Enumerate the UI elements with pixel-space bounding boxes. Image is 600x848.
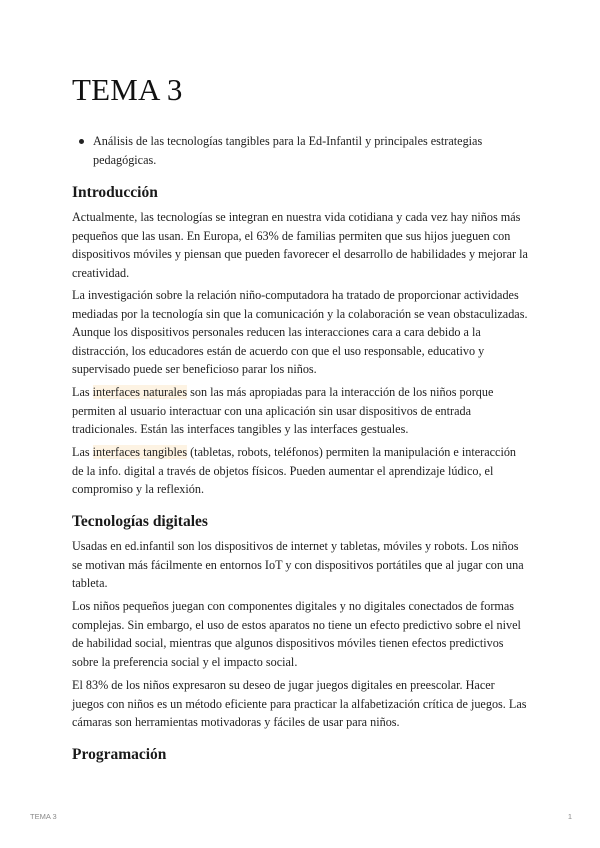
highlight-interfaces-tangibles: interfaces tangibles — [92, 445, 188, 459]
heading-tecnologias-digitales: Tecnologías digitales — [72, 513, 208, 530]
heading-introduccion: Introducción — [72, 184, 158, 201]
intro-paragraph-3 — [72, 383, 528, 439]
paragraph-text: Las — [72, 385, 93, 399]
footer-title: TEMA 3 — [30, 812, 57, 821]
digital-paragraph-3: El 83% de los niños expresaron su deseo de jugar juegos digitales en preescolar. Hacer juegos con niños es un método eficiente para practicar la alfabetización crítica de juegos. Las cámaras son herramientas motivadoras y fáciles de usar para niños. — [72, 678, 527, 729]
paragraph-text: son las más apropiadas para la interacción de los niños porque permiten al usuario interactuar con una aplicación sin usar dispositivos de entrada tradicionales. Están las interfaces tangibles y las interfaces gestuales. — [72, 385, 494, 436]
paragraph-text: (tabletas, robots, teléfonos) permiten la manipulación e interacción de la info. digital a través de objetos físicos. Pueden aumentar el aprendizaje lúdico, el compromiso y la reflexión. — [72, 445, 517, 496]
bullet-dot — [79, 139, 84, 144]
paragraph-text: Las — [72, 445, 93, 459]
topic-list — [72, 132, 528, 169]
list-item — [72, 132, 528, 169]
digital-paragraph-1: Usadas en ed.infantil son los dispositivos de internet y tabletas, móviles y robots. Los niños se motivan más fácilmente en entornos IoT y con dispositivos portátiles que al jugar con una tableta. — [72, 539, 524, 590]
heading-programacion: Programación — [72, 746, 167, 763]
highlight-interfaces-naturales: interfaces naturales — [92, 385, 188, 399]
intro-paragraph-1: Actualmente, las tecnologías se integran en nuestra vida cotidiana y cada vez hay niños más pequeños que las usan. En Europa, el 63% de familias permiten que sus hijos jueguen con dispositivos móviles y piensan que pueden favorecer el desarrollo de habilidades y mejorar la creatividad. — [72, 210, 528, 280]
page-title: TEMA 3 — [72, 72, 183, 107]
digital-paragraph-2: Los niños pequeños juegan con componentes digitales y no digitales conectados de formas complejas. Sin embargo, el uso de estos aparatos no tiene un efecto predictivo sobre el nivel de habilidad social, mientras que algunos dispositivos móviles tienen efectos predictivos sobre la preferencia social y el impacto social. — [72, 599, 521, 669]
intro-paragraph-2: La investigación sobre la relación niño-computadora ha tratado de proporcionar actividades mediadas por la tecnología sin que la comunicación y la colaboración se vean obstaculizadas. Aunque los dispositivos personales reducen las interacciones cara a cara debido a la distracción, los educadores están de acuerdo con que el uso responsable, educativo y supervisado puede ser beneficioso parar los niños. — [72, 288, 528, 376]
list-item-text: Análisis de las tecnologías tangibles para la Ed-Infantil y principales estrategias pedagógicas. — [93, 134, 483, 167]
intro-paragraph-4 — [72, 443, 528, 499]
page-number: 1 — [567, 812, 572, 821]
